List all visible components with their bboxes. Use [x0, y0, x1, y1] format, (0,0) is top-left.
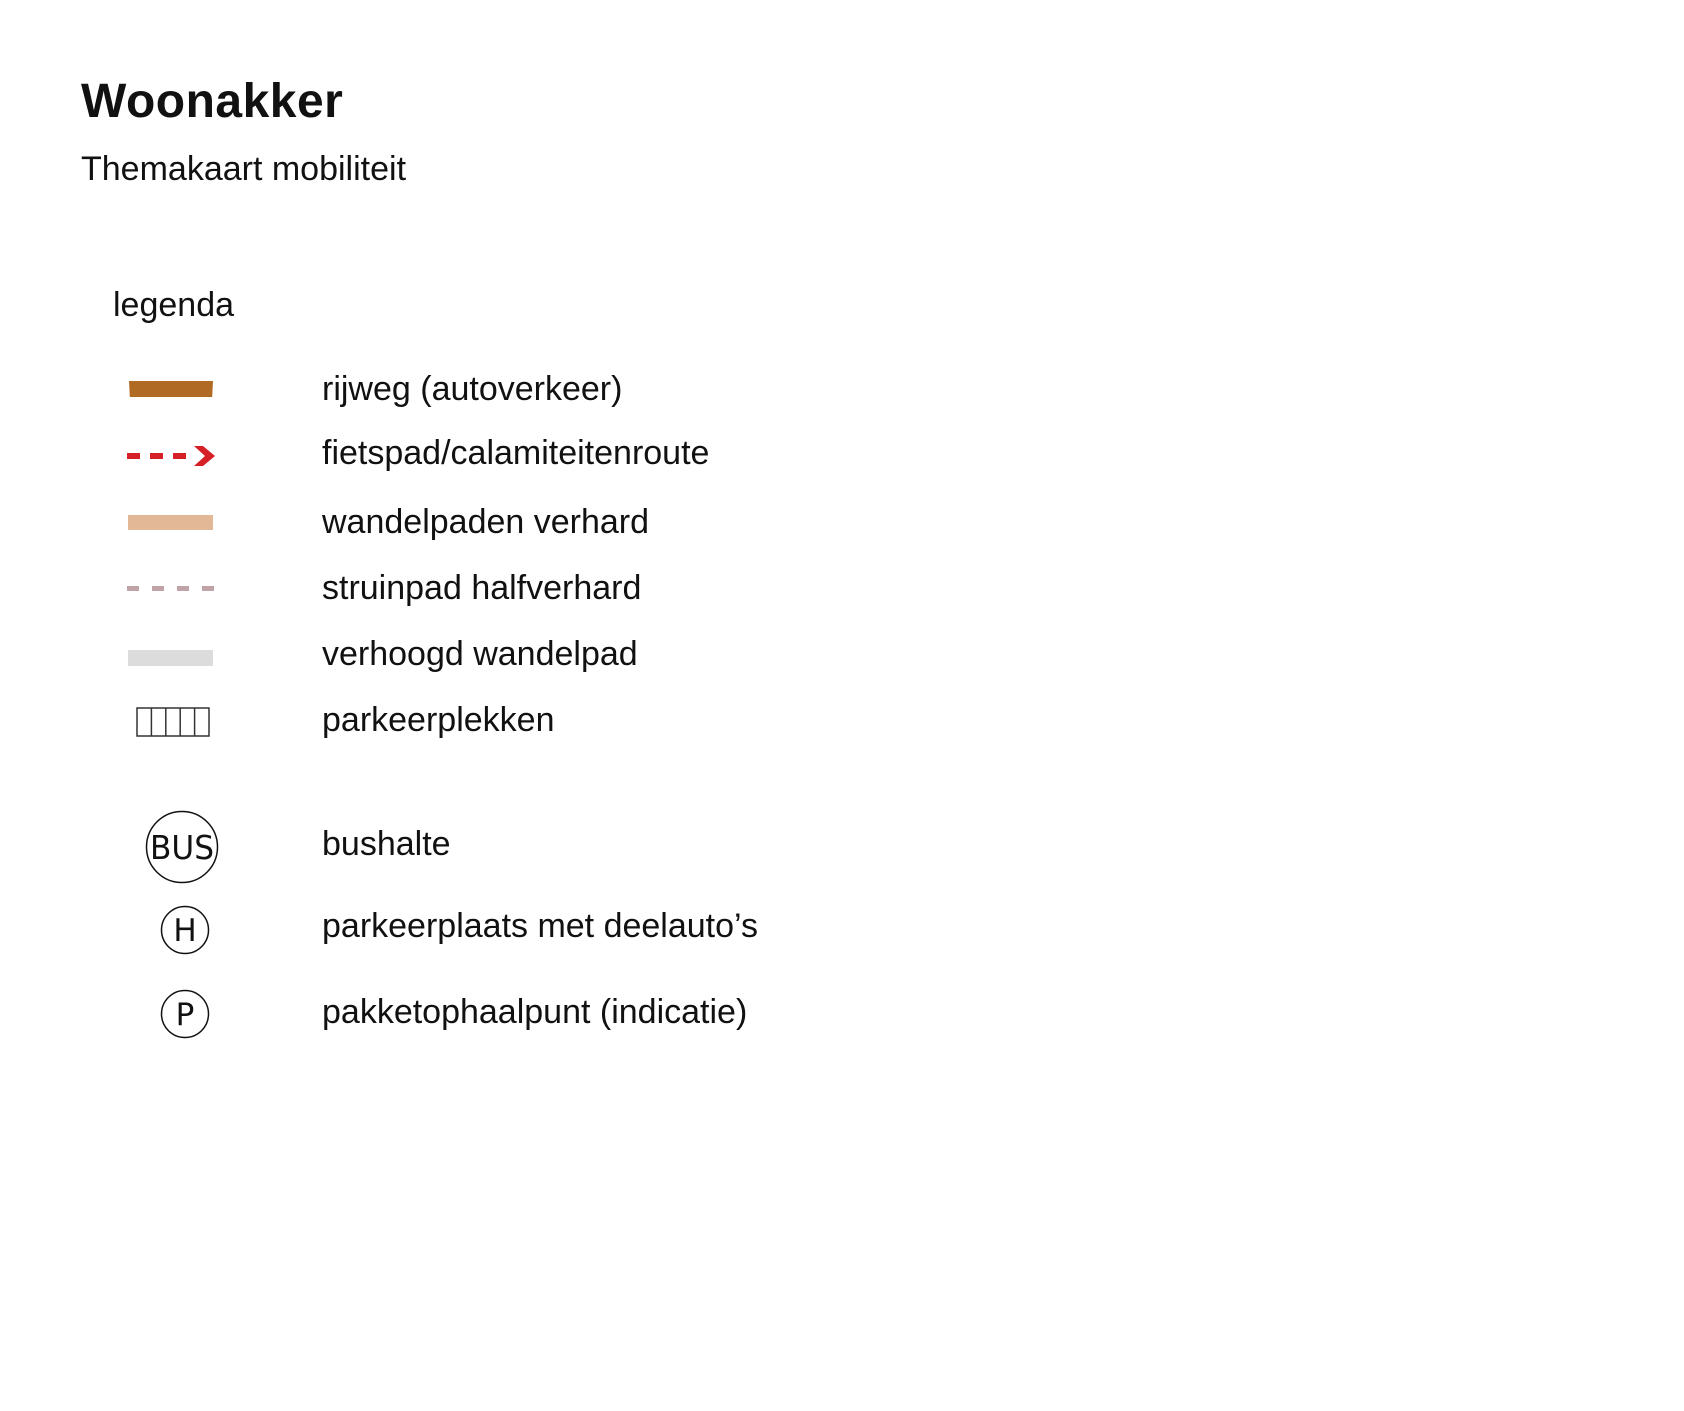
legend-heading: legenda [113, 286, 235, 324]
bus-stop-icon-text: BUS [150, 828, 214, 867]
bus-stop-icon [145, 810, 219, 884]
map-title: Woonakker [81, 75, 344, 128]
parcel-pickup-icon [160, 989, 210, 1039]
legend-label-paved-walkway: wandelpaden verhard [322, 503, 650, 541]
legend-label-bike-route: fietspad/calamiteitenroute [322, 434, 710, 472]
trail-dashed-line-symbol [127, 583, 215, 595]
legend-label-road: rijweg (autoverkeer) [322, 370, 623, 408]
road-line-symbol [129, 381, 213, 397]
legend-label-parcel-pickup: pakketophaalpunt (indicatie) [322, 993, 748, 1031]
parking-spaces-symbol [136, 707, 210, 737]
legend-label-trail: struinpad halfverhard [322, 569, 642, 607]
shared-car-parking-icon [160, 905, 210, 955]
legend-label-shared-car-parking: parkeerplaats met deelauto’s [322, 907, 758, 945]
legend-label-parking-spaces: parkeerplekken [322, 701, 555, 739]
paved-walkway-line-symbol [128, 515, 213, 530]
parcel-pickup-icon-text: P [175, 997, 195, 1033]
legend-label-raised-walkway: verhoogd wandelpad [322, 635, 638, 673]
shared-car-parking-icon-text: H [173, 913, 197, 949]
bike-route-arrow-symbol [127, 444, 215, 468]
map-subtitle: Themakaart mobiliteit [81, 150, 407, 188]
legend-label-bus-stop: bushalte [322, 825, 451, 863]
raised-walkway-line-symbol [128, 650, 213, 666]
